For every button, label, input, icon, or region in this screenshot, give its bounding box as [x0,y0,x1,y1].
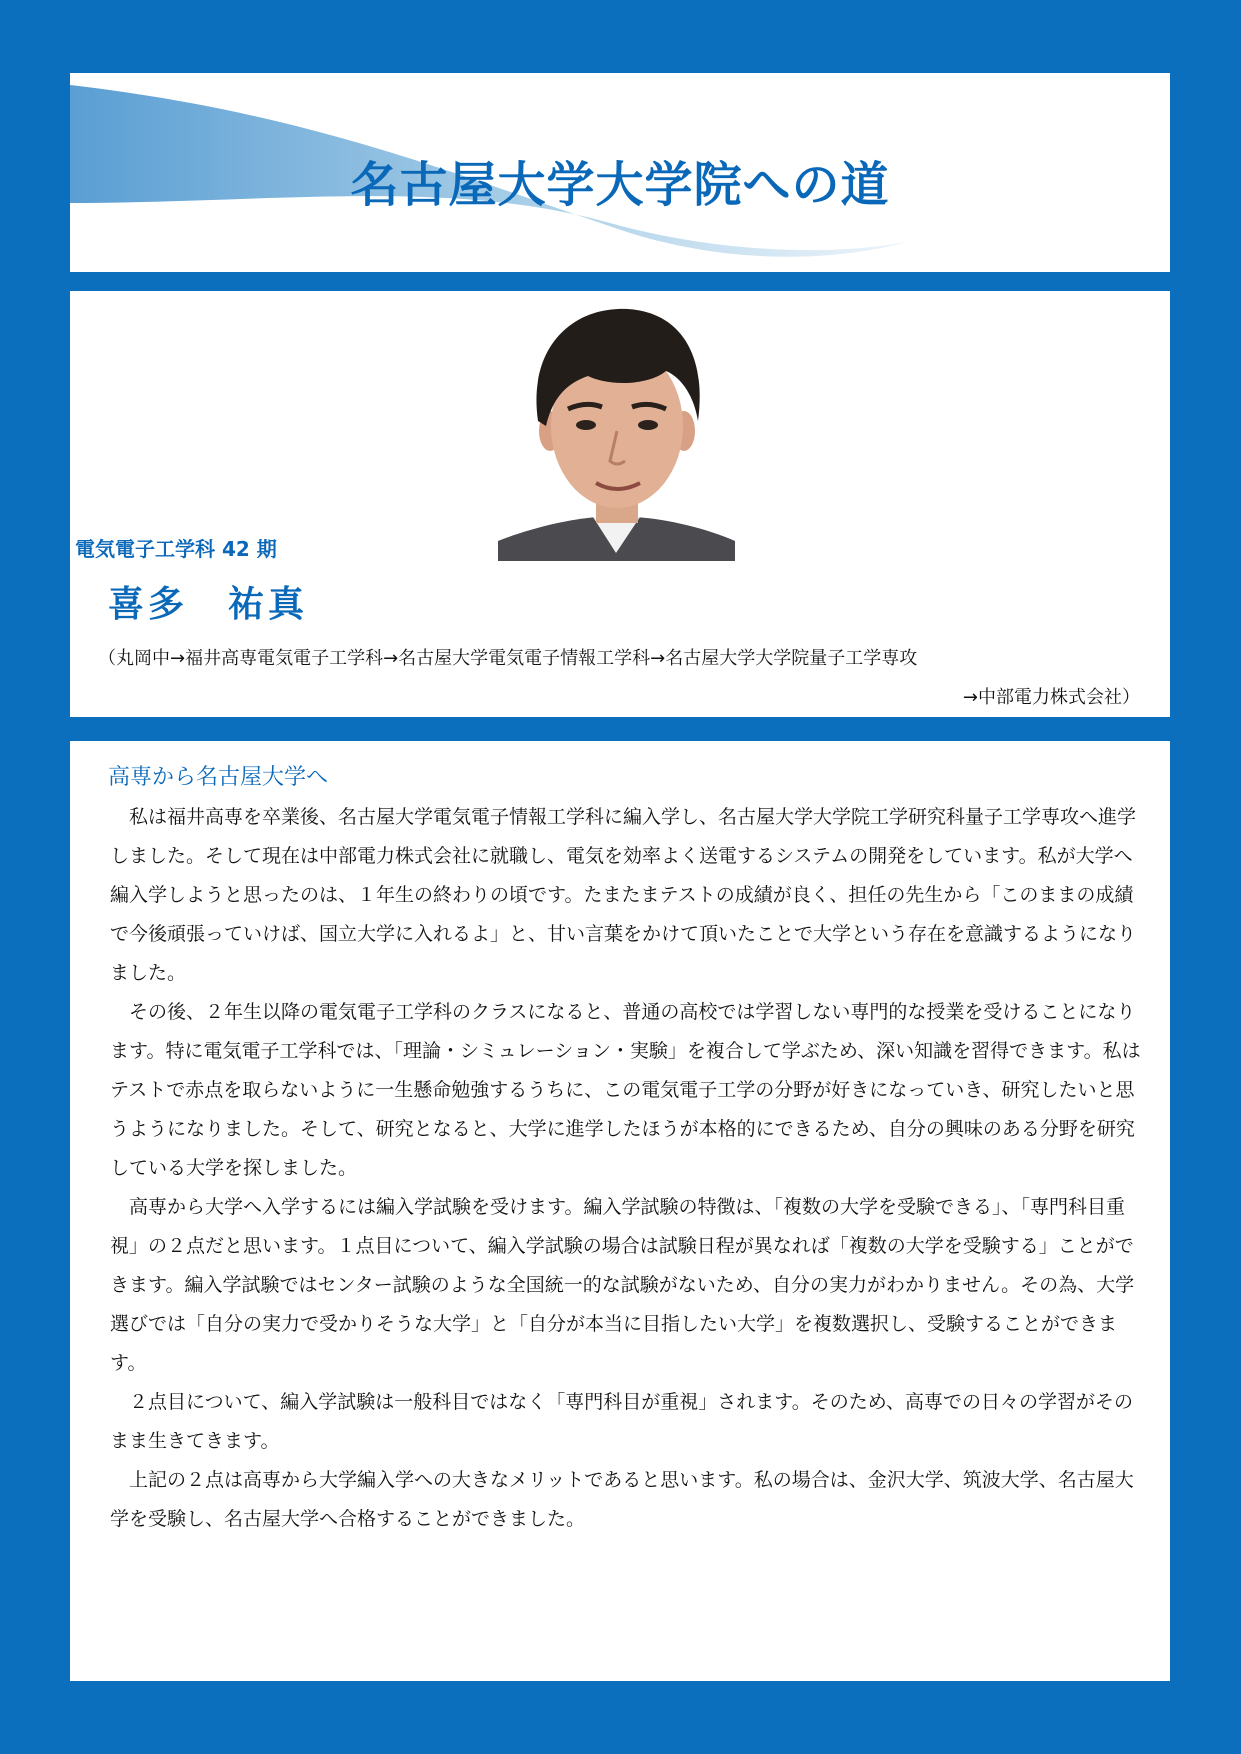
essay-paragraph: 私は福井高専を卒業後、名古屋大学電気電子情報工学科に編入学し、名古屋大学大学院工学研究科量子工学専攻へ進学しました。そして現在は中部電力株式会社に就職し、電気を効率よく送電するシステムの開発をしています。私が大学へ編入学しようと思ったのは、１年生の終わりの頃です。たまたまテストの成績が良く、担任の先生から「このままの成績で今後頑張っていけば、国立大学に入れるよ」と、甘い言葉をかけて頂いたことで大学という存在を意識するようになりました。 [110,806,1137,984]
essay-paragraph: その後、２年生以降の電気電子工学科のクラスになると、普通の高校では学習しない専門的な授業を受けることになります。特に電気電子工学科では、「理論・シミュレーション・実験」を複合して学ぶため、深い知識を習得できます。私はテストで赤点を取らないように一生懸命勉強するうちに、この電気電子工学の分野が好きになっていき、研究したいと思うようになりました。そして、研究となると、大学に進学したほうが本格的にできるため、自分の興味のある分野を研究している大学を探しました。 [110,1001,1141,1179]
essay-paragraph: 上記の２点は高専から大学編入学への大きなメリットであると思います。私の場合は、金沢大学、筑波大学、名古屋大学を受験し、名古屋大学へ合格することができました。 [110,1469,1134,1530]
section-heading: 高専から名古屋大学へ [108,765,329,790]
essay-paragraph: ２点目について、編入学試験は一般科目ではなく「専門科目が重視」されます。そのため、高専での日々の学習がそのまま生きてきます。 [110,1391,1133,1452]
career-path-line-1: （丸岡中→福井高専電気電子工学科→名古屋大学電気電子情報工学科→名古屋大学大学院量子工学専攻 [98,648,918,669]
header-banner [70,73,1170,272]
department-label: 電気電子工学科 42 期 [75,537,277,561]
profile-section [70,291,1170,717]
portrait-image [498,291,735,561]
person-name: 喜多 祐真 [108,584,309,625]
essay-paragraph: 高専から大学へ入学するには編入学試験を受けます。編入学試験の特徴は、「複数の大学を受験できる」、「専門科目重視」の２点だと思います。１点目について、編入学試験の場合は試験日程が異なれば「複数の大学を受験する」ことができます。編入学試験ではセンター試験のような全国統一的な試験がないため、自分の実力がわかりません。その為、大学選びでは「自分の実力で受かりそうな大学」と「自分が本当に目指したい大学」を複数選択し、受験することができます。 [110,1196,1135,1374]
profile-photo [498,291,735,561]
essay-section [70,741,1170,1681]
career-path-line-2: →中部電力株式会社） [962,687,1140,708]
page-title: 名古屋大学大学院への道 [350,157,890,213]
essay-body [110,798,1150,1539]
